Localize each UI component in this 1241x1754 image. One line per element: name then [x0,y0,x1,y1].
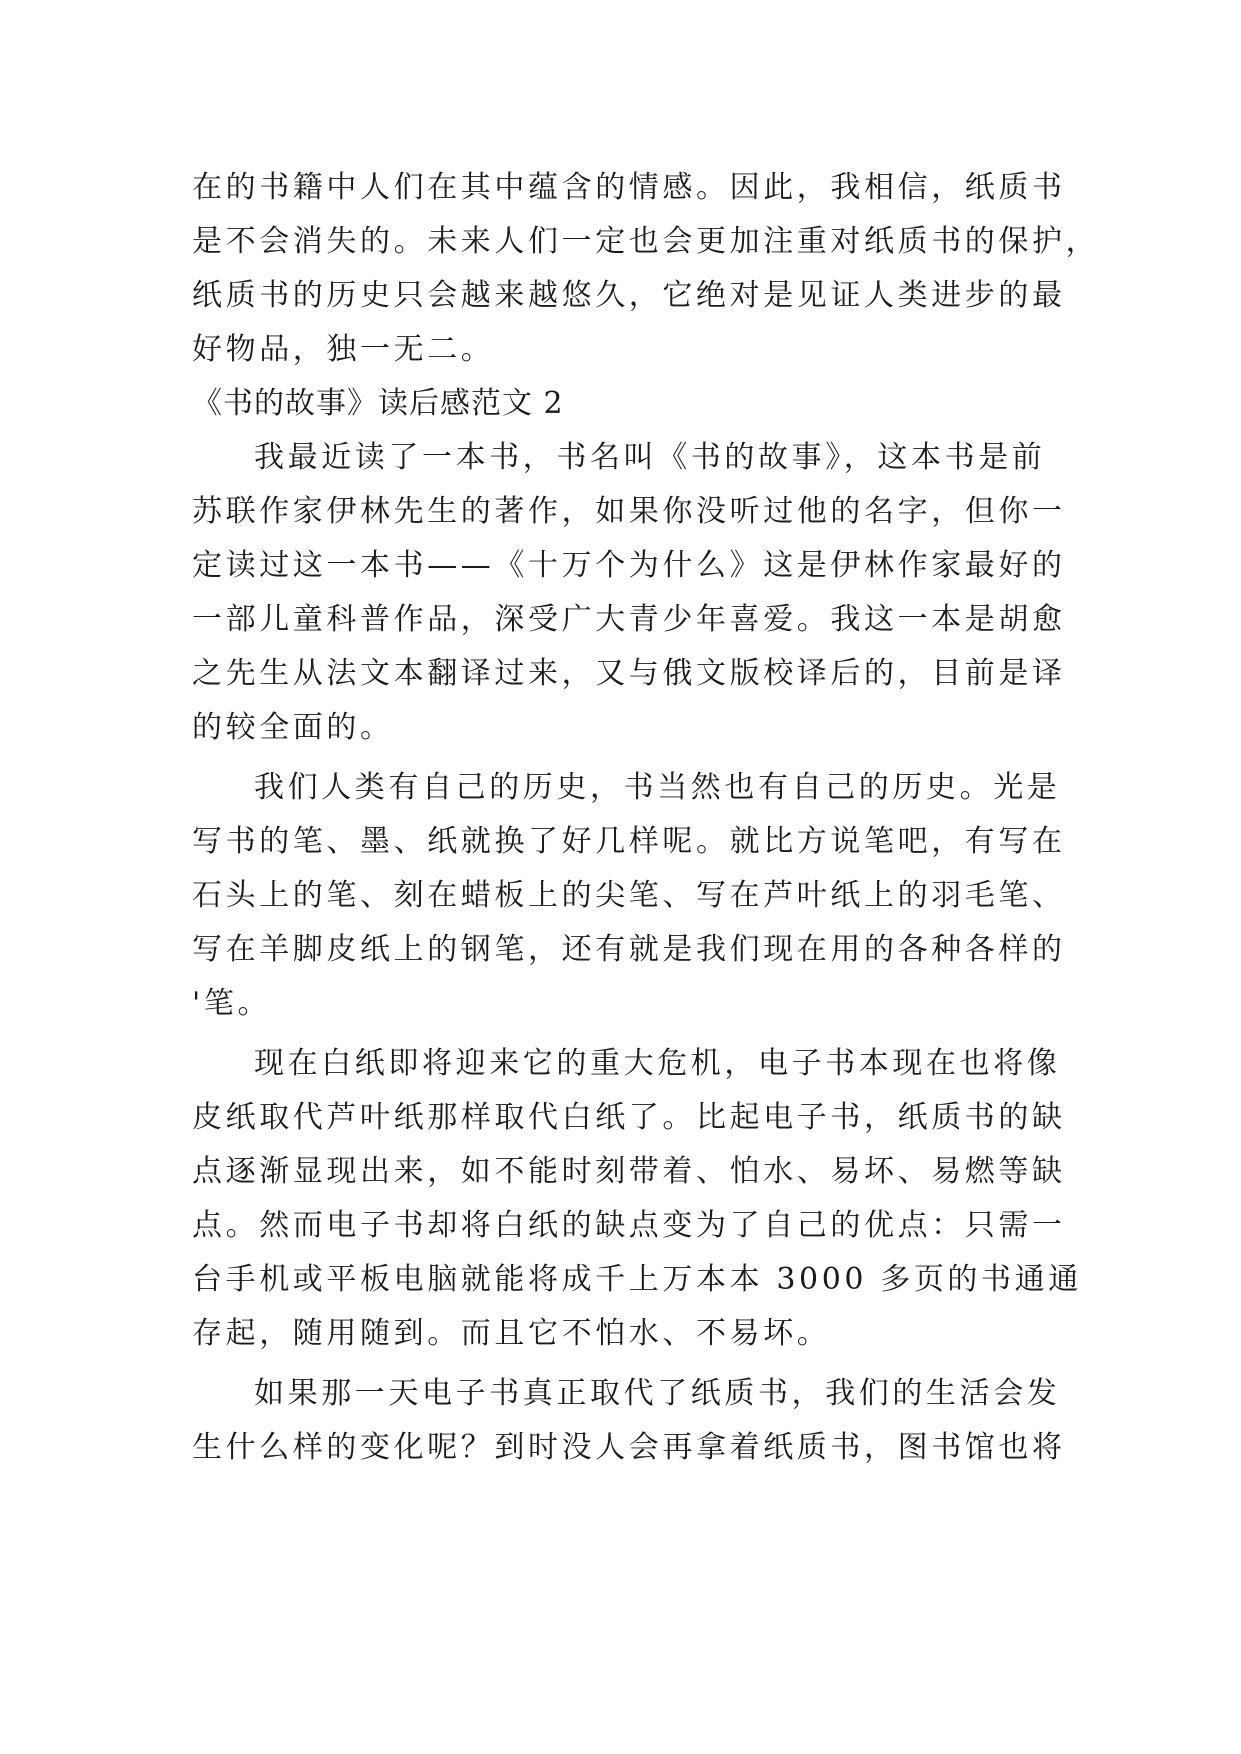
text-line: 在的书籍中人们在其中蕴含的情感。因此，我相信，纸质书 [192,170,1066,205]
text-line: 皮纸取代芦叶纸那样取代白纸了。比起电子书，纸质书的缺 [192,1100,1066,1135]
text-line: 纸质书的历史只会越来越悠久，它绝对是见证人类进步的最 [192,278,1066,313]
text-line: 台手机或平板电脑就能将成千上万本本 3000 多页的书通通 [192,1262,1082,1297]
text-line: 写书的笔、墨、纸就换了好几样呢。就比方说笔吧，有写在 [192,824,1066,859]
text-line: 好物品，独一无二。 [192,332,495,367]
paragraph-first-line: 我最近读了一本书，书名叫《书的故事》，这本书是前 [254,440,1046,475]
text-line: 写在羊脚皮纸上的钢笔，还有就是我们现在用的各种各样的 [192,932,1066,967]
text-line: 生什么样的变化呢？到时没人会再拿着纸质书，图书馆也将 [192,1430,1066,1465]
text-line: 石头上的笔、刻在蜡板上的尖笔、写在芦叶纸上的羽毛笔、 [192,878,1066,913]
paragraph-first-line: 我们人类有自己的历史，书当然也有自己的历史。光是 [254,770,1061,805]
text-line: 点。然而电子书却将白纸的缺点变为了自己的优点：只需一 [192,1208,1066,1243]
text-line: 一部儿童科普作品，深受广大青少年喜爱。我这一本是胡愈 [192,602,1066,637]
text-line: 苏联作家伊林先生的著作，如果你没听过他的名字，但你一 [192,494,1066,529]
text-line: 是不会消失的。未来人们一定也会更加注重对纸质书的保护， [192,224,1100,259]
paragraph-first-line: 现在白纸即将迎来它的重大危机，电子书本现在也将像 [254,1046,1061,1081]
text-line: '笔。 [192,986,272,1021]
paragraph-first-line: 如果那一天电子书真正取代了纸质书，我们的生活会发 [254,1376,1061,1411]
text-line: 的较全面的。 [192,710,394,745]
text-line: 存起，随用随到。而且它不怕水、不易坏。 [192,1316,831,1351]
section-heading: 《书的故事》读后感范文 2 [192,386,564,421]
text-line: 定读过这一本书——《十万个为什么》这是伊林作家最好的 [192,548,1066,583]
text-line: 之先生从法文本翻译过来，又与俄文版校译后的，目前是译 [192,656,1066,691]
text-line: 点逐渐显现出来，如不能时刻带着、怕水、易坏、易燃等缺 [192,1154,1066,1189]
